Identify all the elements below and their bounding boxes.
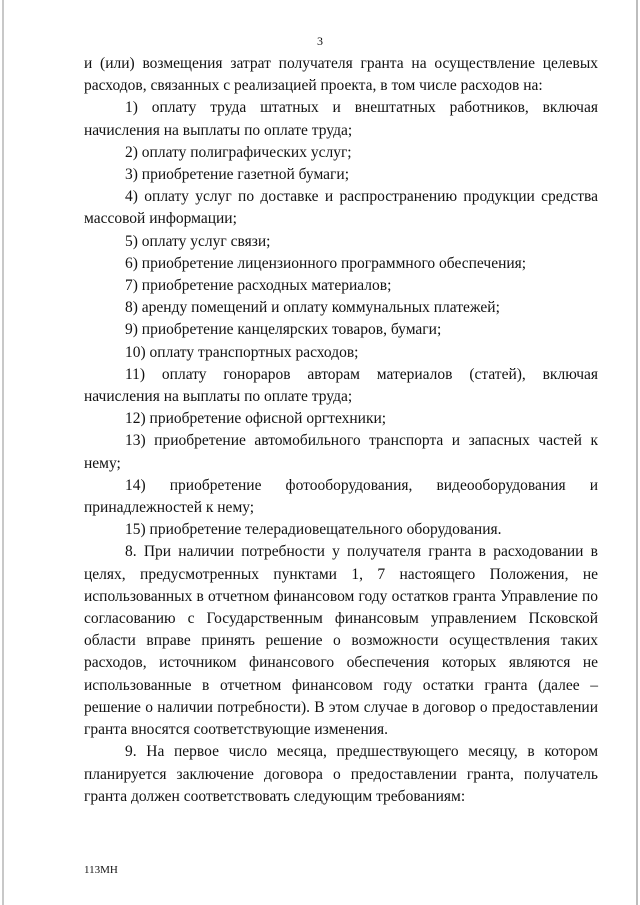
document-body: [84, 53, 598, 808]
page-edge-right: [636, 0, 638, 905]
list-item: 15) приобретение телерадиовещательного оборудования.: [125, 521, 502, 539]
paragraph-intro: и (или) возмещения затрат получателя гранта на осуществление целевых расходов, связанных с реализацией проекта, в том числе расходов на:: [84, 55, 598, 95]
paragraph-clause-9: 9. На первое число месяца, предшествующего месяцу, в котором планируется заключение договора о предоставлении гранта, получатель гранта должен соответствовать следующим требованиям:: [84, 743, 598, 805]
list-item: 10) оплату транспортных расходов;: [125, 343, 359, 361]
list-item: 5) оплату услуг связи;: [125, 232, 271, 250]
list-item: 14) приобретение фотооборудования, видеооборудования и принадлежностей к нему;: [84, 476, 598, 517]
page-number: 3: [317, 34, 323, 48]
list-item: 11) оплату гонораров авторам материалов (статей), включая начисления на выплаты по оплате труда;: [84, 365, 598, 406]
paragraph-clause-8: 8. При наличии потребности у получателя гранта в расходовании в целях, предусмотренных пунктами 1, 7 настоящего Положения, не использованных в отчетном финансовом году остатков гранта Управление по согласованию с Государственным финансовым управлением Псковской области вправе принять решение о возможности осуществления таких расходов, источником финансового обеспечения которых являются не использованные в отчетном финансовом году остатки гранта (далее – решение о наличии потребности). В этом случае в договор о предоставлении гранта вносятся соответствующие изменения.: [84, 543, 598, 739]
list-item: 6) приобретение лицензионного программного обеспечения;: [125, 254, 527, 272]
list-item: 7) приобретение расходных материалов;: [125, 277, 392, 295]
document-code: 113МН: [84, 864, 118, 876]
list-item: 3) приобретение газетной бумаги;: [125, 166, 350, 184]
list-item: 12) приобретение офисной оргтехники;: [125, 410, 387, 428]
page-edge-left: [2, 0, 4, 905]
list-item: 9) приобретение канцелярских товаров, бумаги;: [125, 321, 442, 339]
list-item: 8) аренду помещений и оплату коммунальных платежей;: [125, 299, 500, 317]
list-item: 2) оплату полиграфических услуг;: [125, 143, 352, 161]
list-item: 13) приобретение автомобильного транспорта и запасных частей к нему;: [84, 432, 598, 472]
list-item: 1) оплату труда штатных и внештатных работников, включая начисления на выплаты по оплате труда;: [84, 99, 598, 139]
list-item: 4) оплату услуг по доставке и распространению продукции средства массовой информации;: [84, 188, 598, 228]
